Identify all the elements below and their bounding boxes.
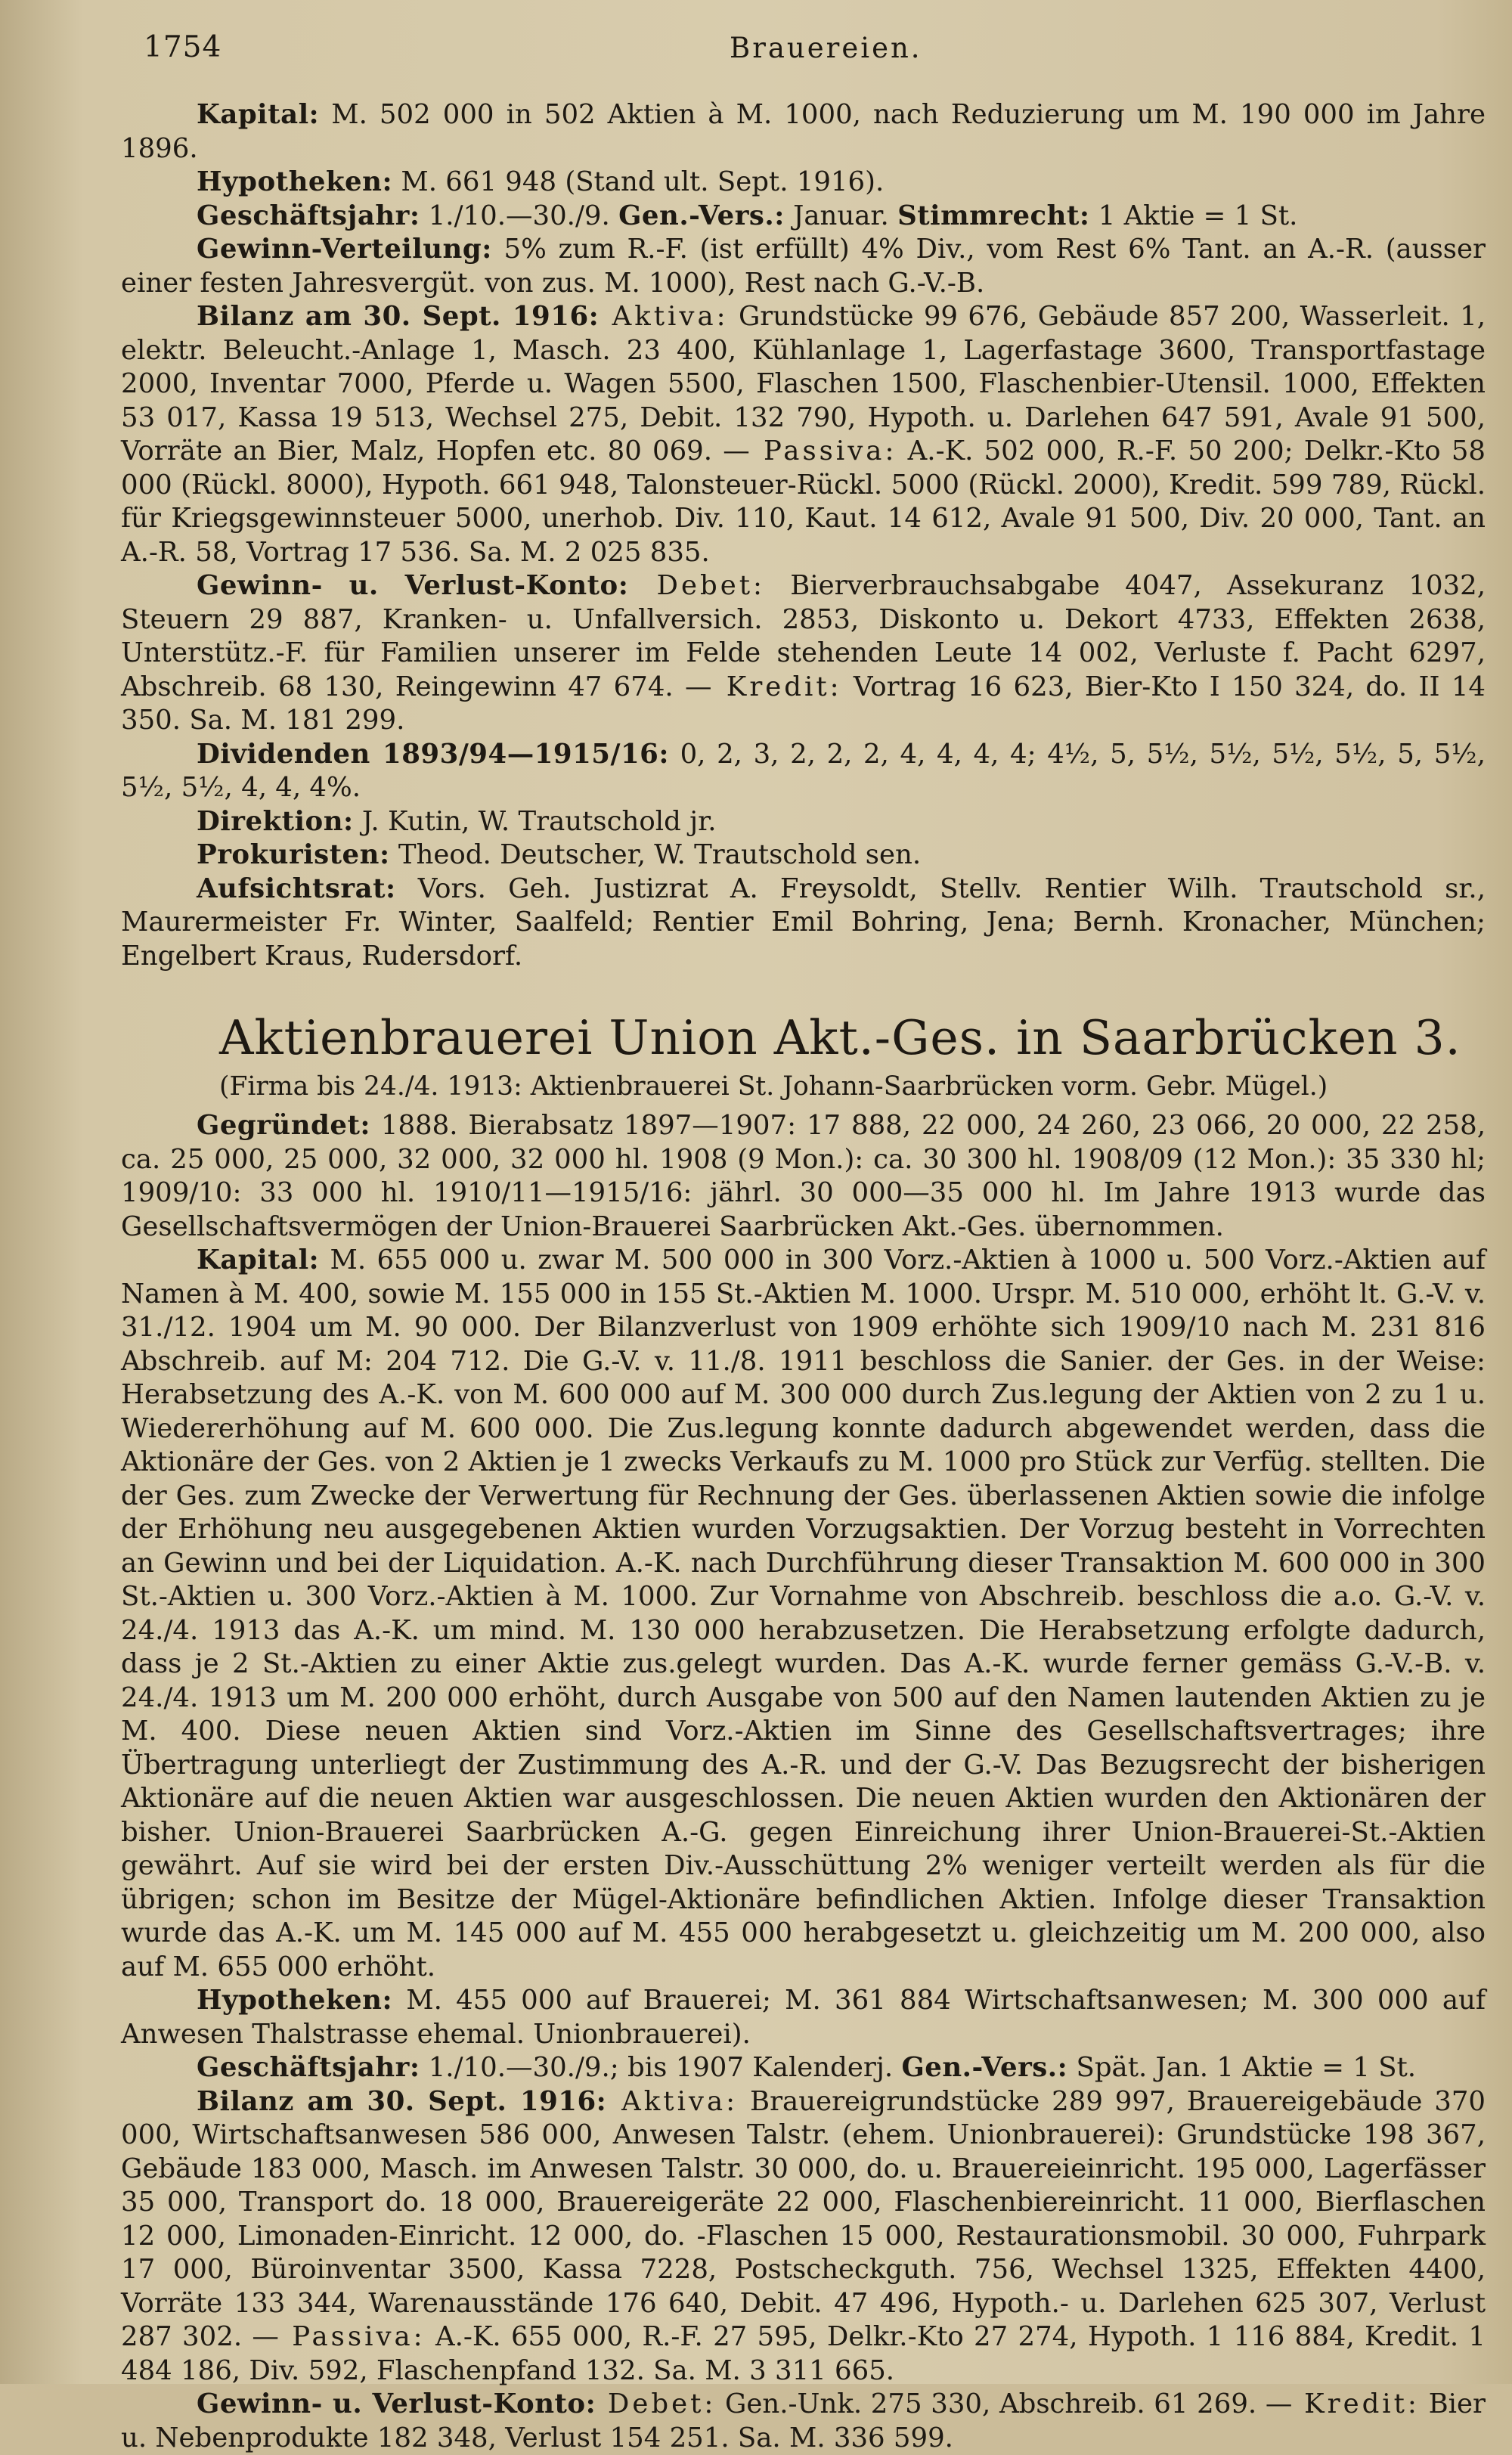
entry-paragraph	[121, 300, 1486, 569]
entry-sublabel: Debet:	[596, 2388, 717, 2419]
entry-label: Direktion:	[197, 805, 354, 837]
entry-label: Geschäftsjahr:	[197, 2052, 420, 2083]
section-aktienbrauerei-union	[121, 1109, 1486, 2455]
entry-paragraph	[121, 233, 1486, 300]
entry-label: Gen.-Vers.:	[901, 2052, 1068, 2083]
entry-label: Kapital:	[197, 1245, 320, 1276]
entry-text: Theod. Deutscher, W. Trautschold sen.	[389, 839, 922, 870]
entry-label: Hypotheken:	[197, 166, 393, 197]
entry-text: M. 655 000 u. zwar M. 500 000 in 300 Vorz.-Aktien à 1000 u. 500 Vorz.-Aktien auf Namen à M. 400, sowie M. 155 000 in 155 St.-Aktien M. 1000. Urspr. M. 510 000, erhöht lt. G.-V. v. 31./12. 1904 um M. 90 000. Der Bilanzverlust von 1909 erhöhte sich 1909/10 nach M. 231 816 Abschreib. auf M: 204 712. Die G.-V. v. 11./8. 1911 beschloss die Sanier. der Ges. in der Weise: Herabsetzung des A.-K. von M. 600 000 auf M. 300 000 durch Zus.legung der Aktien von 2 zu 1 u. Wiedererhöhung auf M. 600 000. Die Zus.legung konnte dadurch abgewendet werden, dass die Aktionäre der Ges. von 2 Aktien je 1 zwecks Verkaufs zu M. 1000 pro Stück zur Verfüg. stellten. Die der Ges. zum Zwecke der Verwertung für Rechnung der Ges. überlassenen Aktien sowie die infolge der Erhöhung neu ausgegebenen Aktien wurden Vorzugsaktien. Der Vorzug besteht in Vorrechten an Gewinn und bei der Liquidation. A.-K. nach Durchführung dieser Transaktion M. 600 000 in 300 St.-Aktien u. 300 Vorz.-Aktien à M. 1000. Zur Vornahme von Abschreib. beschloss die a.o. G.-V. v. 24./4. 1913 das A.-K. um mind. M. 130 000 herabzusetzen. Die Herabsetzung erfolgte dadurch, dass je 2 St.-Aktien zu einer Aktie zus.gelegt wurden. Das A.-K. wurde ferner gemäss G.-V.-B. v. 24./4. 1913 um M. 200 000 erhöht, durch Ausgabe von 500 auf den Namen lautenden Aktien zu je M. 400. Diese neuen Aktien sind Vorz.-Aktien im Sinne des Gesellschaftsvertrages; ihre Übertragung unterliegt der Zustimmung des A.-R. und der G.-V. Das Bezugsrecht der bisherigen Aktionäre auf die neuen Aktien war ausgeschlossen. Die neuen Aktien wurden den Aktionären der bisher. Union-Brauerei Saarbrücken A.-G. gegen Einreichung ihrer Union-Brauerei-St.-Aktien gewährt. Auf sie wird bei der ersten Div.-Ausschüttung 2% weniger verteilt werden als für die übrigen; schon im Besitze der Mügel-Aktionäre befindlichen Aktien. Infolge dieser Transaktion wurde das A.-K. um M. 145 000 auf M. 455 000 herabgesetzt u. gleichzeitig um M. 200 000, also auf M. 655 000 erhöht.	[121, 1245, 1486, 1982]
page-header	[144, 30, 1474, 76]
entry-text: Januar.	[784, 200, 889, 231]
entry-text: A.-K. 655 000, R.-F. 27 595, Delkr.-Kto 27 274, Hypoth. 1 116 884, Kredit. 1 484 186, Div. 592, Flaschenpfand 132. Sa. M. 3 311 665.	[121, 2321, 1486, 2386]
entry-label: Bilanz am 30. Sept. 1916:	[197, 2085, 607, 2117]
entry-paragraph	[121, 569, 1486, 738]
entry-label: Kapital:	[197, 99, 320, 130]
entry-paragraph	[121, 2051, 1486, 2085]
entry-text: M. 502 000 in 502 Aktien à M. 1000, nach Reduzierung um M. 190 000 im Jahre 1896.	[121, 99, 1486, 164]
entry-paragraph	[121, 166, 1486, 200]
entry-label: Gewinn-Verteilung:	[197, 234, 492, 265]
section-first-company	[121, 98, 1486, 973]
entry-paragraph	[121, 738, 1486, 805]
entry-paragraph	[121, 2388, 1486, 2455]
entry-text: M. 455 000 auf Brauerei; M. 361 884 Wirtschaftsanwesen; M. 300 000 auf Anwesen Thalstrasse ehemal. Unionbrauerei).	[121, 1985, 1486, 2050]
entry-text: 1./10.—30./9.	[420, 200, 610, 231]
entry-text: 1888. Bierabsatz 1897—1907: 17 888, 22 000, 24 260, 23 066, 20 000, 22 258, ca. 25 000, 25 000, 32 000, 32 000 hl. 1908 (9 Mon.): ca. 30 300 hl. 1908/09 (12 Mon.): 35 330 hl; 1909/10: 33 000 hl. 1910/11—1915/16: jährl. 30 000—35 000 hl. Im Jahre 1913 wurde das Gesellschaftsvermögen der Union-Brauerei Saarbrücken Akt.-Ges. übernommen.	[121, 1110, 1486, 1242]
entry-sublabel: Kredit:	[711, 671, 842, 702]
entry-text: Bier u. Nebenprodukte 182 348, Verlust 154 251. Sa. M. 336 599.	[121, 2388, 1486, 2453]
entry-text: Spät. Jan. 1 Aktie = 1 St.	[1067, 2052, 1417, 2083]
entry-sublabel: Aktiva:	[599, 301, 729, 332]
entry-paragraph	[121, 200, 1486, 234]
entry-paragraph	[121, 1984, 1486, 2051]
company-former-name: (Firma bis 24./4. 1913: Aktienbrauerei St. Johann-Saarbrücken vorm. Gebr. Mügel.)	[219, 1071, 1328, 1102]
entry-paragraph	[121, 2085, 1486, 2388]
entry-label: Prokuristen:	[197, 839, 390, 870]
entry-label: Bilanz am 30. Sept. 1916:	[197, 301, 600, 332]
page-content	[121, 98, 1486, 2455]
entry-text: 1./10.—30./9.; bis 1907 Kalenderj.	[420, 2052, 894, 2083]
entry-text: Grundstücke 99 676, Gebäude 857 200, Wasserleit. 1, elektr. Beleucht.-Anlage 1, Masch. 23 400, Kühlanlage 1, Lagerfastage 3600, Transportfastage 2000, Inventar 7000, Pferde u. Wagen 5500, Flaschen 1500, Flaschenbier-Utensil. 1000, Effekten 53 017, Kassa 19 513, Wechsel 275, Debit. 132 790, Hypoth. u. Darlehen 647 591, Avale 91 500, Vorräte an Bier, Malz, Hopfen etc. 80 069. —	[121, 301, 1486, 467]
entry-text: 5% zum R.-F. (ist erfüllt) 4% Div., vom Rest 6% Tant. an A.-R. (ausser einer festen Jahresvergüt. von zus. M. 1000), Rest nach G.-V.-B.	[121, 234, 1486, 299]
entry-label: Gewinn- u. Verlust-Konto:	[197, 570, 629, 601]
entry-label: Stimmrecht:	[897, 200, 1090, 231]
entry-sublabel: Passiva:	[749, 436, 897, 467]
entry-label: Dividenden 1893/94—1915/16:	[197, 738, 669, 770]
entry-text: Brauereigrundstücke 289 997, Brauereigebäude 370 000, Wirtschaftsanwesen 586 000, Anwesen Talstr. (ehem. Unionbrauerei): Grundstücke 198 367, Gebäude 183 000, Masch. im Anwesen Talstr. 30 000, do. u. Brauereieinricht. 195 000, Lagerfässer 35 000, Transport do. 18 000, Brauereigeräte 22 000, Flaschenbiereinricht. 11 000, Bierflaschen 12 000, Limonaden-Einricht. 12 000, do. -Flaschen 15 000, Restaurationsmobil. 30 000, Fuhrpark 17 000, Büroinventar 3500, Kassa 7228, Postscheckguth. 756, Wechsel 1325, Effekten 4400, Vorräte 133 344, Warenausstände 176 640, Debit. 47 496, Hypoth.- u. Darlehen 625 307, Verlust 287 302. —	[121, 2085, 1486, 2352]
entry-paragraph	[121, 98, 1486, 166]
entry-paragraph	[121, 805, 1486, 839]
entry-label: Hypotheken:	[197, 1985, 393, 2016]
entry-text: Gen.-Unk. 275 330, Abschreib. 61 269. —	[716, 2388, 1293, 2419]
entry-sublabel: Kredit:	[1292, 2388, 1420, 2419]
running-title: Brauereien.	[730, 32, 922, 64]
entry-label: Gen.-Vers.:	[618, 200, 785, 231]
entry-text: J. Kutin, W. Trautschold jr.	[353, 805, 717, 837]
entry-paragraph	[121, 873, 1486, 974]
entry-text: A.-K. 502 000, R.-F. 50 200; Delkr.-Kto 58 000 (Rückl. 8000), Hypoth. 661 948, Talonsteuer-Rückl. 5000 (Rückl. 2000), Kredit. 599 789, Rückl. für Kriegsgewinnsteuer 5000, unerhob. Div. 110, Kaut. 14 612, Avale 91 500, Div. 20 000, Tant. an A.-R. 58, Vortrag 17 536. Sa. M. 2 025 835.	[121, 436, 1486, 568]
entry-paragraph	[121, 1244, 1486, 1984]
entry-sublabel: Passiva:	[278, 2321, 426, 2352]
page-number: 1754	[144, 30, 222, 64]
entry-label: Gegründet:	[197, 1110, 370, 1141]
entry-label: Aufsichtsrat:	[197, 873, 396, 904]
entry-label: Geschäftsjahr:	[197, 200, 420, 231]
entry-text: Vortrag 16 623, Bier-Kto I 150 324, do. II 14 350. Sa. M. 181 299.	[121, 671, 1486, 736]
entry-label: Gewinn- u. Verlust-Konto:	[197, 2388, 596, 2419]
entry-sublabel: Aktiva:	[606, 2085, 739, 2117]
entry-paragraph	[121, 1109, 1486, 1244]
entry-text: Bierverbrauchsabgabe 4047, Assekuranz 1032, Steuern 29 887, Kranken- u. Unfallversich. 2853, Diskonto u. Dekort 4733, Effekten 2638, Unterstütz.-F. für Familien unserer im Felde stehenden Leute 14 002, Verluste f. Pacht 6297, Abschreib. 68 130, Reingewinn 47 674. —	[121, 570, 1486, 702]
entry-text: M. 661 948 (Stand ult. Sept. 1916).	[392, 166, 885, 197]
entry-sublabel: Debet:	[628, 570, 765, 601]
entry-text: 0, 2, 3, 2, 2, 2, 4, 4, 4, 4; 4½, 5, 5½, 5½, 5½, 5½, 5, 5½, 5½, 5½, 4, 4, 4%.	[121, 738, 1486, 803]
entry-text: 1 Aktie = 1 St.	[1089, 200, 1298, 231]
entry-text: Vors. Geh. Justizrat A. Freysoldt, Stellv. Rentier Wilh. Trautschold sr., Maurermeister Fr. Winter, Saalfeld; Rentier Emil Bohring, Jena; Bernh. Kronacher, München; Engelbert Kraus, Rudersdorf.	[121, 873, 1486, 972]
company-heading: Aktienbrauerei Union Akt.-Ges. in Saarbrücken 3.	[219, 1010, 1461, 1065]
entry-paragraph	[121, 838, 1486, 873]
